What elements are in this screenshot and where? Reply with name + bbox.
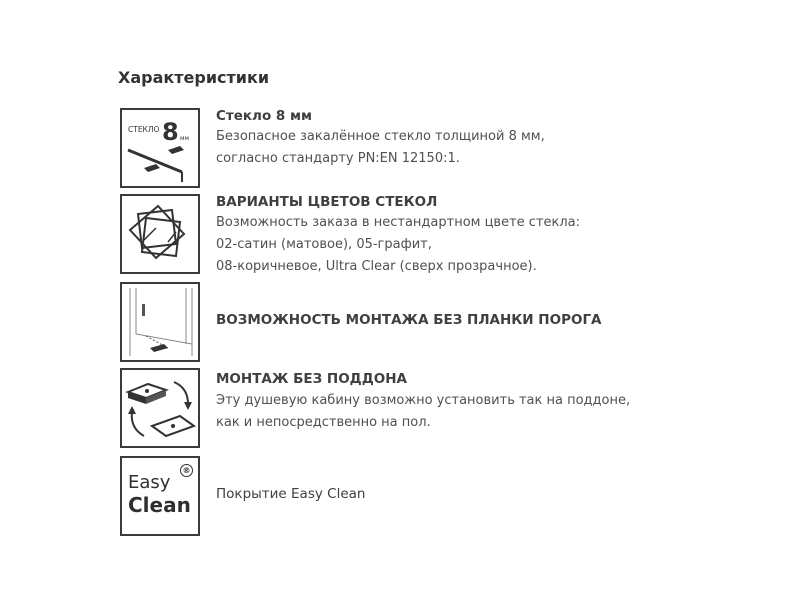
easy-clean-logo: [128, 466, 192, 517]
icon-label: СТЕКЛО: [128, 125, 160, 134]
feature-line: Возможность заказа в нестандартном цвете стекла:: [216, 215, 581, 230]
feature-line: Безопасное закалённое стекло толщиной 8 мм,: [216, 129, 545, 144]
glass-colors-icon: [120, 194, 200, 274]
feature-heading: МОНТАЖ БЕЗ ПОДДОНА: [216, 371, 407, 387]
section-title: Характеристики: [118, 68, 270, 87]
icon-number: 8: [162, 118, 179, 146]
logo-text-clean: Clean: [128, 493, 191, 517]
easy-clean-icon: [120, 456, 200, 536]
feature-heading: ВАРИАНТЫ ЦВЕТОВ СТЕКОЛ: [216, 194, 438, 210]
feature-line: согласно стандарту PN:EN 12150:1.: [216, 151, 460, 166]
feature-line: Эту душевую кабину возможно установить так на поддоне,: [216, 393, 631, 408]
feature-heading: Стекло 8 мм: [216, 108, 313, 124]
feature-line: 08-коричневое, Ultra Clear (сверх прозрачное).: [216, 259, 537, 274]
logo-text-easy: Easy: [128, 472, 171, 493]
feature-line: как и непосредственно на пол.: [216, 415, 431, 430]
feature-line: 02-сатин (матовое), 05-графит,: [216, 237, 432, 252]
feature-heading: ВОЗМОЖНОСТЬ МОНТАЖА БЕЗ ПЛАНКИ ПОРОГА: [216, 312, 602, 328]
feature-heading: Покрытие Easy Clean: [216, 486, 366, 502]
registered-mark: ®: [180, 464, 193, 477]
glass-8mm-icon: [120, 108, 200, 188]
no-threshold-icon: [120, 282, 200, 362]
no-tray-icon: [120, 368, 200, 448]
icon-unit: мм: [180, 135, 190, 142]
